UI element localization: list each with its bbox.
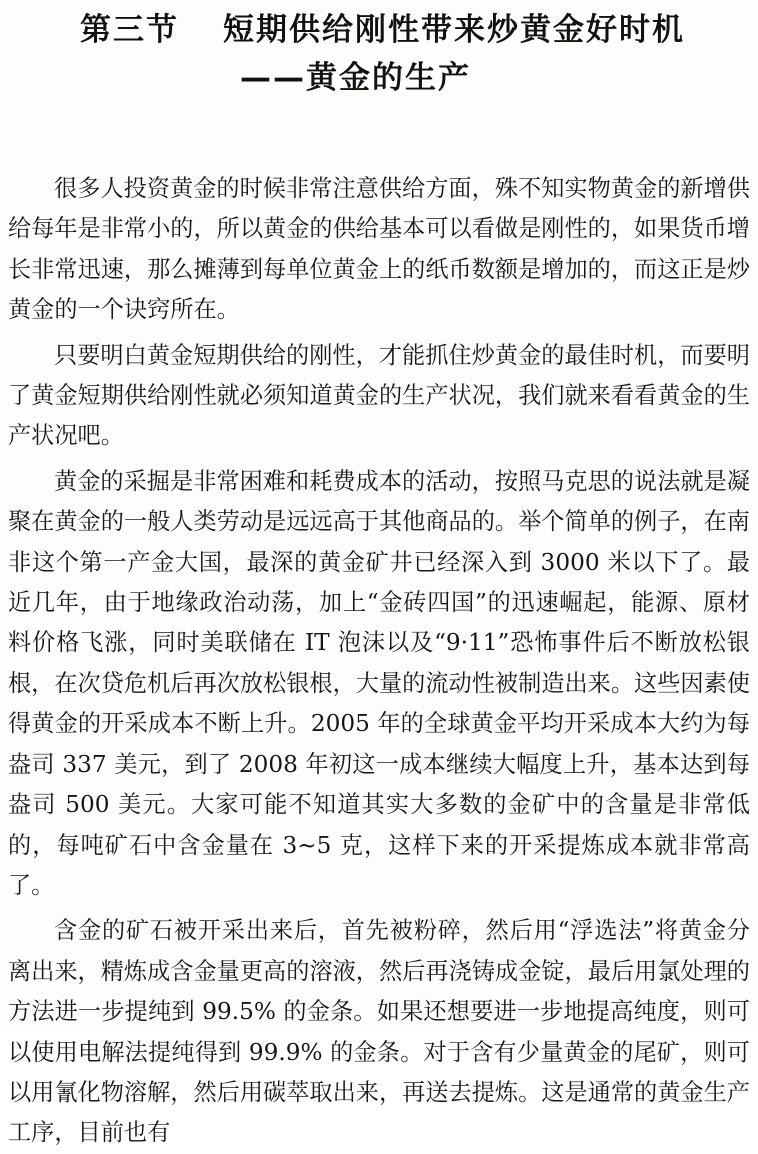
body-text (8, 169, 750, 1154)
paragraph: 黄金的采掘是非常困难和耗费成本的活动，按照马克思的说法就是凝聚在黄金的一般人类劳动是远远高于其他商品的。举个简单的例子，在南非这个第一产金大国，最深的黄金矿井已经深入到 3000 米以下了。最近几年，由于地缘政治动荡，加上“金砖四国”的迅速崛起，能源、原材料价格飞涨，同时美联储在 IT 泡沫以及“9·11”恐怖事件后不断放松银根，在次贷危机后再次放松银根，大量的流动性被制造出来。这些因素使得黄金的开采成本不断上升。2005 年的全球黄金平均开采成本大约为每盎司 337 美元，到了 2008 年初这一成本继续大幅度上升，基本达到每盎司 500 美元。大家可能不知道其实大多数的金矿中的含量是非常低的，每吨矿石中含金量在 3~5 克，这样下来的开采提炼成本就非常高了。 (8, 467, 750, 899)
paragraph: 含金的矿石被开采出来后，首先被粉碎，然后用“浮选法”将黄金分离出来，精炼成含金量更高的溶液，然后再浇铸成金锭，最后用氯处理的方法进一步提纯到 99.5% 的金条。如果还想要进一步地提高纯度，则可以使用电解法提纯得到 99.9% 的金条。对于含有少量黄金的尾矿，则可以用氰化物溶解，然后用碳萃取出来，再送去提炼。这是通常的黄金生产工序，目前也有 (8, 917, 750, 1147)
paragraph: 只要明白黄金短期供给的刚性，才能抓住炒黄金的最佳时机，而要明了黄金短期供给刚性就必须知道黄金的生产状况，我们就来看看黄金的生产状况吧。 (8, 341, 750, 450)
heading-title-line (80, 8, 685, 52)
section-title: 短期供给刚性带来炒黄金好时机 (223, 12, 685, 48)
section-number: 第三节 (80, 12, 179, 48)
section-subtitle: ——黄金的生产 (240, 60, 471, 96)
paragraph: 很多人投资黄金的时候非常注意供给方面，殊不知实物黄金的新增供给每年是非常小的，所以黄金的供给基本可以看做是刚性的，如果货币增长非常迅速，那么摊薄到每单位黄金上的纸币数额是增加的，而这正是炒黄金的一个诀窍所在。 (8, 175, 750, 324)
